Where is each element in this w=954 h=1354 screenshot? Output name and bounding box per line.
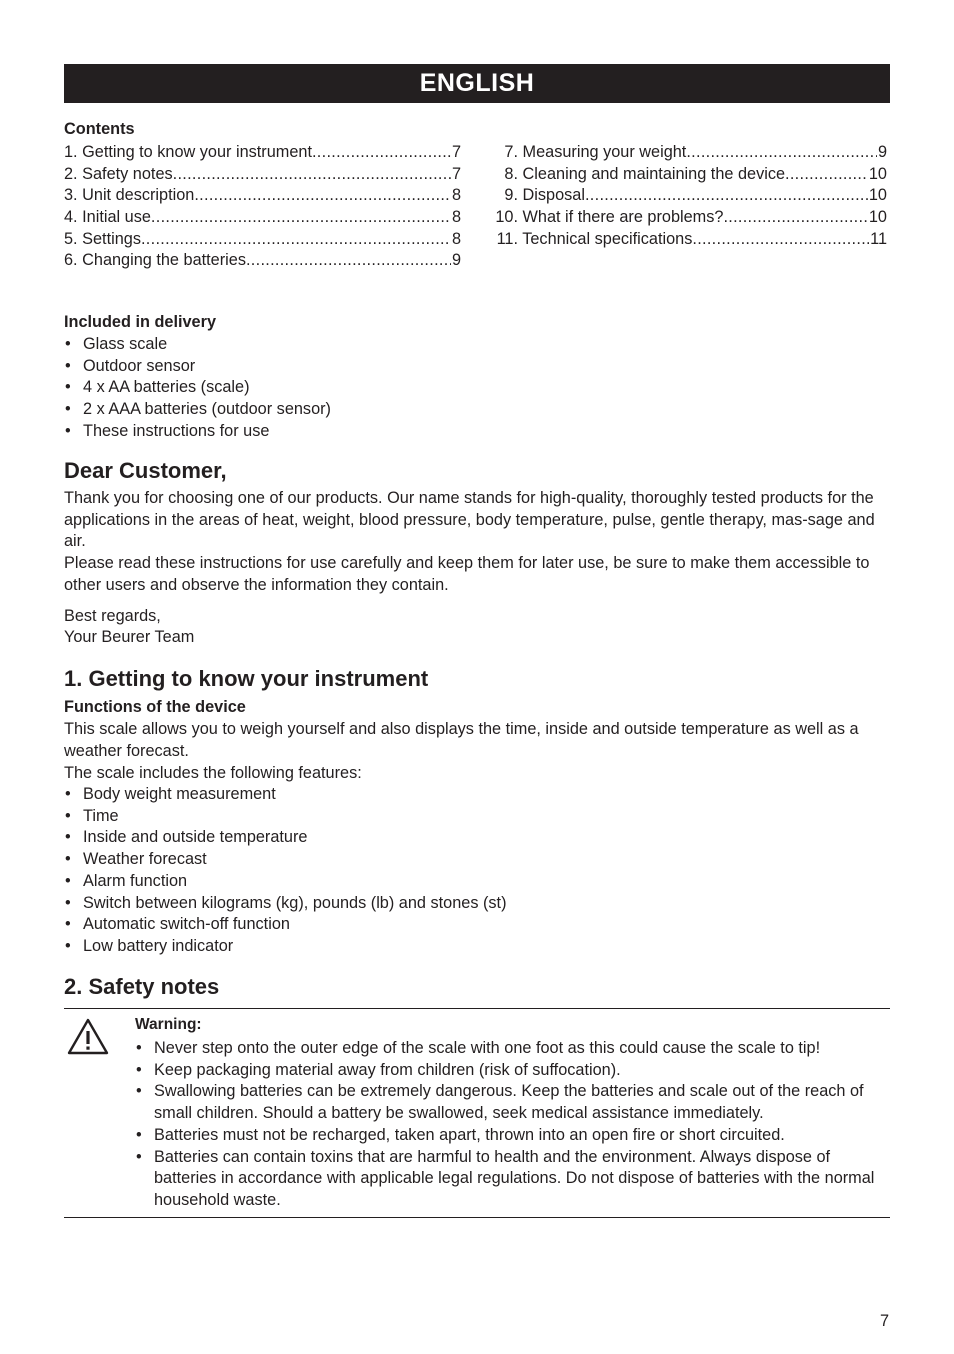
section-heading: 1. Getting to know your instrument (64, 666, 429, 691)
section-subheading: Functions of the device (64, 698, 246, 716)
list-item: • Batteries must not be recharged, taken apart, thrown into an open fire or short circuited. (135, 1125, 887, 1147)
delivery-heading: Included in delivery (64, 313, 217, 331)
toc-entry: 7. Measuring your weight ..... 9 (490, 142, 887, 164)
list-item: • Weather forecast (64, 849, 507, 871)
section-paragraph: The scale includes the following features: (64, 764, 362, 782)
toc-entry: 9. Disposal ..... 10 (490, 185, 887, 207)
list-item: • Never step onto the outer edge of the scale with one foot as this could cause the scale to tip! (135, 1038, 887, 1060)
toc-right-column (490, 142, 887, 250)
warnings-list (135, 1038, 887, 1212)
toc-entry: 2. Safety notes ..... 7 (64, 164, 461, 186)
list-item: • 2 x AAA batteries (outdoor sensor) (64, 399, 331, 421)
greeting-paragraph: Thank you for choosing one of our products. Our name stands for high-quality, thoroughly tested products for the applications in the areas of heat, weight, blood pressure, body temperature, pulse, gentle therapy, mas-sage and air. (64, 489, 875, 551)
toc-entry: 6. Changing the batteries ..... 9 (64, 250, 461, 272)
list-item: • Time (64, 806, 507, 828)
list-item: • Switch between kilograms (kg), pounds (lb) and stones (st) (64, 893, 507, 915)
list-item: • Automatic switch-off function (64, 914, 507, 936)
section-heading: 2. Safety notes (64, 974, 220, 999)
toc-entry: 8. Cleaning and maintaining the device ..... 10 (490, 164, 887, 186)
toc-entry: 11. Technical specifications ..... 11 (490, 229, 887, 251)
toc-entry: 10. What if there are problems? ..... 10 (490, 207, 887, 229)
divider (64, 1217, 890, 1218)
contents-heading: Contents (64, 120, 135, 138)
greeting-paragraph: Please read these instructions for use carefully and keep them for later use, be sure to make them accessible to other users and observe the information they contain. (64, 554, 870, 594)
list-item: • These instructions for use (64, 421, 331, 443)
language-banner: ENGLISH (64, 64, 890, 103)
toc-entry: 1. Getting to know your instrument ..... 7 (64, 142, 461, 164)
signature-text: Your Beurer Team (64, 628, 195, 646)
list-item: • Glass scale (64, 334, 331, 356)
warning-label: Warning: (135, 1016, 202, 1033)
toc-entry: 5. Settings ..... 8 (64, 229, 461, 251)
regards-text: Best regards, (64, 607, 161, 625)
toc-entry: 3. Unit description ..... 8 (64, 185, 461, 207)
list-item: • Outdoor sensor (64, 356, 331, 378)
section-paragraph: This scale allows you to weigh yourself and also displays the time, inside and outside temperature as well as a weather forecast. (64, 720, 859, 760)
list-item: • Batteries can contain toxins that are harmful to health and the environment. Always dispose of batteries in accordance with applicable legal regulations. Do not dispose of batteries with the normal household waste. (135, 1147, 887, 1212)
list-item: • Low battery indicator (64, 936, 507, 958)
list-item: • Body weight measurement (64, 784, 507, 806)
list-item: • Alarm function (64, 871, 507, 893)
greeting-heading: Dear Customer, (64, 458, 227, 483)
list-item: • 4 x AA batteries (scale) (64, 377, 331, 399)
delivery-list (64, 334, 331, 443)
toc-left-column (64, 142, 461, 272)
list-item: • Keep packaging material away from children (risk of suffocation). (135, 1060, 887, 1082)
divider (64, 1008, 890, 1009)
features-list (64, 784, 507, 958)
toc-entry: 4. Initial use ..... 8 (64, 207, 461, 229)
page-number: 7 (879, 1312, 889, 1330)
list-item: • Inside and outside temperature (64, 827, 507, 849)
list-item: • Swallowing batteries can be extremely dangerous. Keep the batteries and scale out of the reach of small children. Should a battery be swallowed, seek medical assistance immediately. (135, 1081, 887, 1124)
warning-triangle-icon (67, 1018, 109, 1056)
